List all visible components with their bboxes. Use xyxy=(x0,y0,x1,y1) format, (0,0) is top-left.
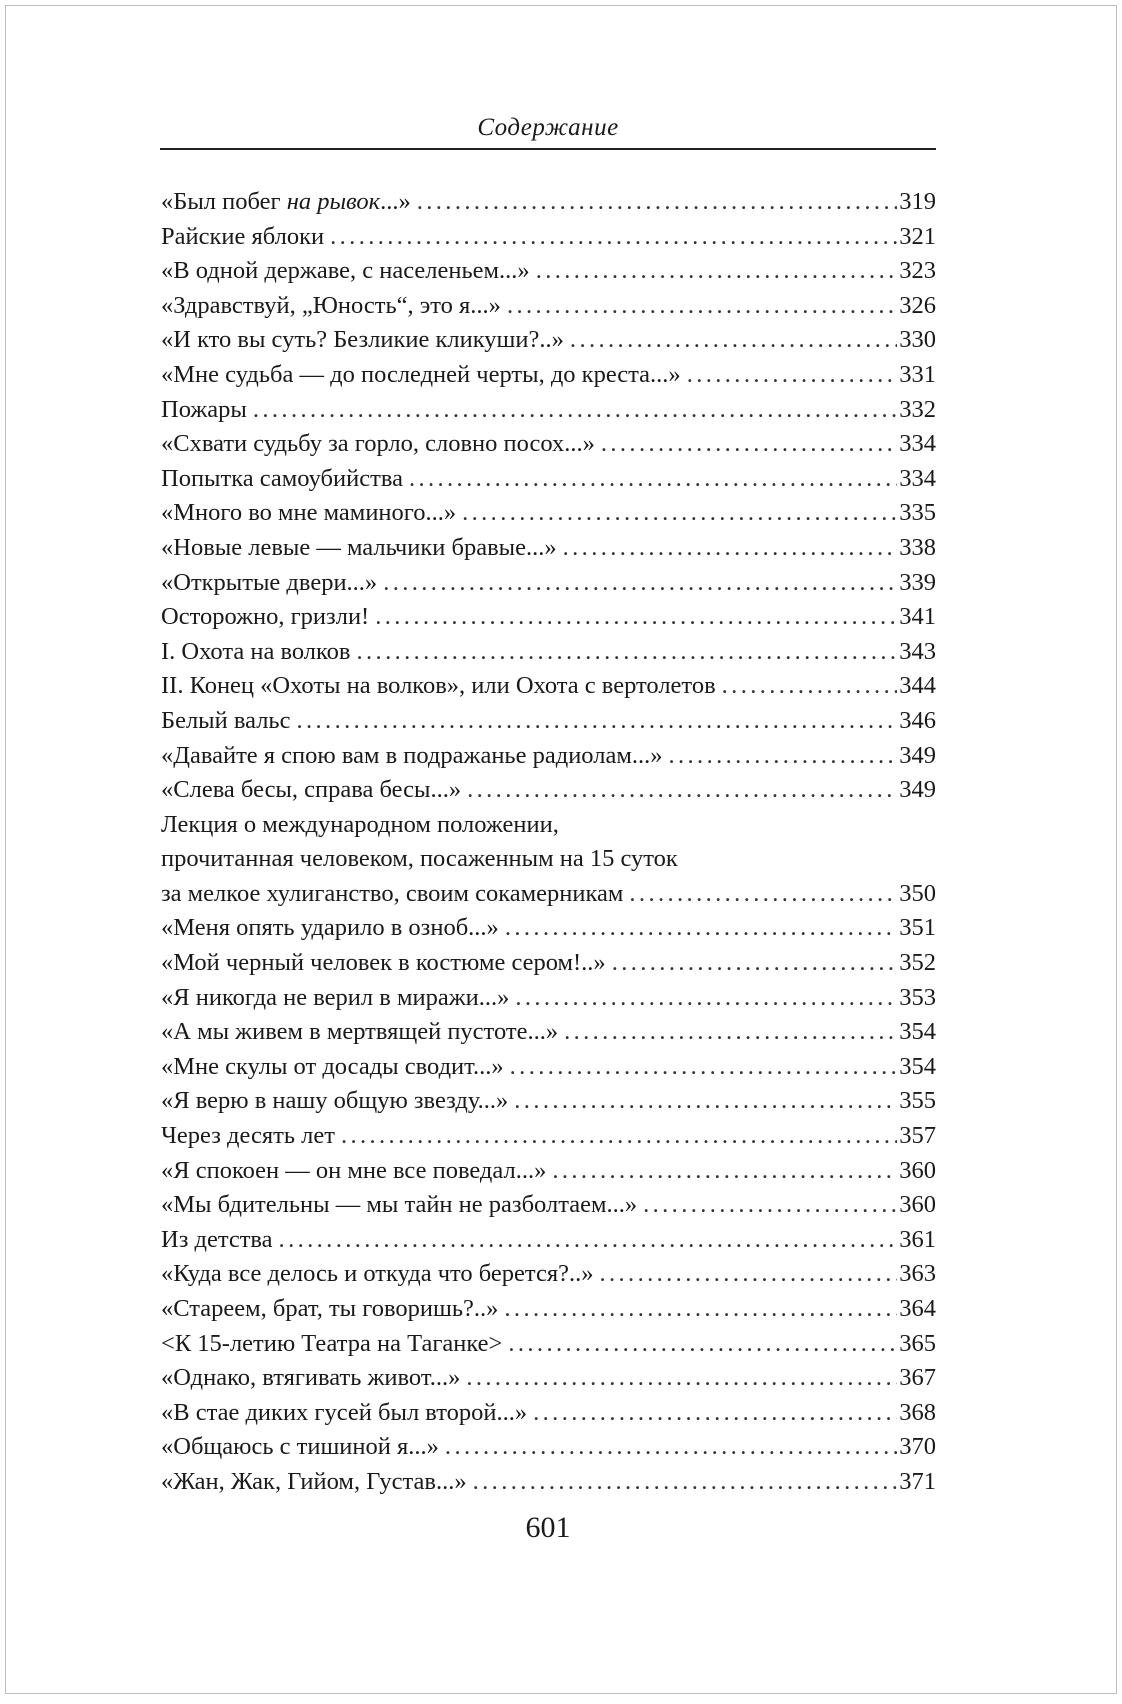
dot-leader xyxy=(467,773,897,808)
toc-entry-title: «Куда все делось и откуда что берется?..» xyxy=(161,1260,594,1288)
toc-entry xyxy=(161,1430,936,1465)
toc-entry-title: «Много во мне маминого...» xyxy=(161,499,457,527)
dot-leader xyxy=(536,254,898,289)
toc-entry-title: Из детства xyxy=(161,1225,273,1253)
dot-leader xyxy=(253,393,897,428)
toc-entry xyxy=(161,1050,936,1085)
dot-leader xyxy=(279,1223,898,1258)
dot-leader xyxy=(504,1292,897,1327)
dot-leader xyxy=(296,704,897,739)
dot-leader xyxy=(341,1119,897,1154)
toc-entry-page: 355 xyxy=(899,1087,936,1115)
toc-entry xyxy=(161,1084,936,1119)
toc-entry-title: Осторожно, гризли! xyxy=(161,603,370,631)
dot-leader xyxy=(330,220,897,255)
toc-entry-page: 361 xyxy=(899,1225,936,1253)
toc-entry xyxy=(161,496,936,531)
toc-entry-page: 351 xyxy=(899,914,936,942)
toc-entry-page: 334 xyxy=(899,464,936,492)
dot-leader xyxy=(570,323,897,358)
dot-leader xyxy=(599,1257,897,1292)
toc-entry-title: II. Конец «Охоты на волков», или Охота с вертолетов xyxy=(161,672,716,700)
toc-entry xyxy=(161,1465,936,1500)
toc-entry xyxy=(161,946,936,981)
dot-leader xyxy=(552,1154,897,1189)
toc-entry-page: 360 xyxy=(899,1191,936,1219)
toc-entry-title: «А мы живем в мертвящей пустоте...» xyxy=(161,1018,559,1046)
toc-entry xyxy=(161,773,936,808)
toc-entry-page: 357 xyxy=(899,1122,936,1150)
toc-entry-page: 344 xyxy=(899,672,936,700)
toc-entry xyxy=(161,1292,936,1327)
dot-leader xyxy=(629,877,897,912)
toc-entry-page: 354 xyxy=(899,1018,936,1046)
dot-leader xyxy=(505,911,897,946)
dot-leader xyxy=(601,427,897,462)
toc-entry xyxy=(161,1223,936,1258)
toc-entry-page: 323 xyxy=(899,257,936,285)
toc-entry xyxy=(161,185,936,220)
toc-entry xyxy=(161,393,936,428)
toc-entry-title: «Новые левые — мальчики бравые...» xyxy=(161,533,557,561)
dot-leader xyxy=(357,635,898,670)
toc-entry-title: «Я верю в нашу общую звезду...» xyxy=(161,1087,509,1115)
toc-entry-page: 371 xyxy=(899,1467,936,1495)
toc-entry-title: «Мы бдительны — мы тайн не разболтаем...» xyxy=(161,1191,638,1219)
toc-entry-page: 350 xyxy=(899,879,936,907)
toc-entry xyxy=(161,289,936,324)
toc-entry-title: «Однако, втягивать живот...» xyxy=(161,1364,461,1392)
toc-entry xyxy=(161,254,936,289)
toc-entry xyxy=(161,323,936,358)
toc-entry xyxy=(161,1119,936,1154)
toc-entry-title: «Я никогда не верил в миражи...» xyxy=(161,983,510,1011)
toc-entry-page: 343 xyxy=(899,637,936,665)
toc-entry-page: 353 xyxy=(899,983,936,1011)
dot-leader xyxy=(462,496,897,531)
toc-entry-page: 335 xyxy=(899,499,936,527)
toc-entry-title: Белый вальс xyxy=(161,706,291,734)
toc-entry-title: «Схвати судьбу за горло, словно посох...» xyxy=(161,430,595,458)
dot-leader xyxy=(383,566,897,601)
toc-entry-page: 349 xyxy=(899,741,936,769)
toc-entry xyxy=(161,635,936,670)
toc-entry-title-line: Лекция о международном положении, xyxy=(161,810,559,838)
table-of-contents xyxy=(161,185,936,1500)
toc-entry-page: 321 xyxy=(899,222,936,250)
dot-leader xyxy=(722,669,898,704)
toc-entry-page: 365 xyxy=(899,1329,936,1357)
toc-entry xyxy=(161,462,936,497)
toc-entry-page: 326 xyxy=(899,291,936,319)
toc-entry-multiline xyxy=(161,808,936,912)
toc-entry xyxy=(161,669,936,704)
toc-entry-page: 319 xyxy=(899,188,936,215)
dot-leader xyxy=(375,600,897,635)
toc-entry xyxy=(161,427,936,462)
toc-entry-title: «Я спокоен — он мне все поведал...» xyxy=(161,1156,547,1184)
toc-entry-title: Райские яблоки xyxy=(161,222,325,250)
book-page xyxy=(5,5,1117,1694)
toc-entry-page: 346 xyxy=(899,706,936,734)
dot-leader xyxy=(515,981,897,1016)
dot-leader xyxy=(687,358,898,393)
toc-entry-page: 363 xyxy=(899,1260,936,1288)
toc-entry-title: «В стае диких гусей был второй...» xyxy=(161,1398,528,1426)
toc-entry xyxy=(161,1188,936,1223)
toc-entry-page: 330 xyxy=(899,326,936,354)
page-number: 601 xyxy=(525,1511,571,1544)
toc-entry-page: 349 xyxy=(899,776,936,804)
toc-entry-title-italic: на рывок xyxy=(286,188,381,215)
toc-entry xyxy=(161,739,936,774)
toc-entry xyxy=(161,1154,936,1189)
toc-entry xyxy=(161,1257,936,1292)
toc-entry-title: «Общаюсь с тишиной я...» xyxy=(161,1433,439,1461)
toc-entry-title: «Мне скулы от досады сводит...» xyxy=(161,1052,504,1080)
toc-entry-page: 341 xyxy=(899,603,936,631)
running-header: Содержание xyxy=(477,114,619,141)
toc-entry-page: 331 xyxy=(899,360,936,388)
toc-entry-page: 354 xyxy=(899,1052,936,1080)
toc-entry-title: «Меня опять ударило в озноб...» xyxy=(161,914,499,942)
toc-entry-title: «Давайте я спою вам в подражанье радиолам...» xyxy=(161,741,663,769)
toc-entry-title: Через десять лет xyxy=(161,1122,335,1150)
dot-leader xyxy=(643,1188,897,1223)
toc-entry-title: «В одной державе, с населеньем...» xyxy=(161,257,530,285)
toc-entry xyxy=(161,877,936,912)
toc-entry xyxy=(161,981,936,1016)
toc-entry xyxy=(161,1361,936,1396)
dot-leader xyxy=(564,1015,897,1050)
dot-leader xyxy=(510,1050,898,1085)
toc-entry xyxy=(161,1396,936,1431)
toc-entry-title: «И кто вы суть? Безликие кликуши?..» xyxy=(161,326,564,354)
toc-entry xyxy=(161,220,936,255)
toc-entry-page: 367 xyxy=(899,1364,936,1392)
toc-entry-page: 334 xyxy=(899,430,936,458)
toc-entry xyxy=(161,704,936,739)
toc-entry-title: Попытка самоубийства xyxy=(161,464,403,492)
dot-leader xyxy=(508,1327,897,1362)
dot-leader xyxy=(445,1430,897,1465)
dot-leader xyxy=(563,531,898,566)
toc-entry-page: 360 xyxy=(899,1156,936,1184)
toc-entry-title: «Жан, Жак, Гийом, Густав...» xyxy=(161,1467,467,1495)
toc-entry-title: «Здравствуй, „Юность“, это я...» xyxy=(161,291,501,319)
toc-entry xyxy=(161,531,936,566)
dot-leader xyxy=(409,462,897,497)
toc-entry-page: 364 xyxy=(899,1295,936,1322)
toc-entry-page: 352 xyxy=(899,949,936,977)
dot-leader xyxy=(473,1465,898,1500)
toc-entry xyxy=(161,566,936,601)
dot-leader xyxy=(612,946,898,981)
toc-entry-title-line: за мелкое хулиганство, своим сокамерникам xyxy=(161,879,624,907)
dot-leader xyxy=(507,289,897,324)
toc-entry-page: 339 xyxy=(899,568,936,596)
toc-entry xyxy=(161,600,936,635)
toc-entry-title: «Открытые двери...» xyxy=(161,568,378,596)
toc-entry xyxy=(161,1327,936,1362)
toc-entry-title-line: прочитанная человеком, посаженным на 15 суток xyxy=(161,845,678,873)
toc-entry xyxy=(161,1015,936,1050)
toc-entry-title: «Стареем, брат, ты говоришь?..» xyxy=(161,1295,499,1322)
toc-entry-title: <К 15-летию Театра на Таганке> xyxy=(161,1329,503,1357)
dot-leader xyxy=(514,1084,897,1119)
toc-entry xyxy=(161,911,936,946)
dot-leader xyxy=(668,739,897,774)
dot-leader xyxy=(466,1361,897,1396)
toc-entry-title: Пожары xyxy=(161,395,247,423)
toc-entry-title: I. Охота на волков xyxy=(161,637,351,665)
header-rule xyxy=(160,148,936,150)
toc-entry-page: 332 xyxy=(899,395,936,423)
toc-entry-title: «Был побег на рывок...» xyxy=(161,188,411,215)
toc-entry xyxy=(161,358,936,393)
toc-entry-page: 368 xyxy=(899,1398,936,1426)
dot-leader xyxy=(533,1396,897,1431)
toc-entry-page: 370 xyxy=(899,1433,936,1461)
toc-entry-title: «Мой черный человек в костюме сером!..» xyxy=(161,949,606,977)
toc-entry-page: 338 xyxy=(899,533,936,561)
dot-leader xyxy=(417,185,898,220)
toc-entry-title: «Мне судьба — до последней черты, до креста...» xyxy=(161,360,681,388)
toc-entry-title: «Слева бесы, справа бесы...» xyxy=(161,776,462,804)
